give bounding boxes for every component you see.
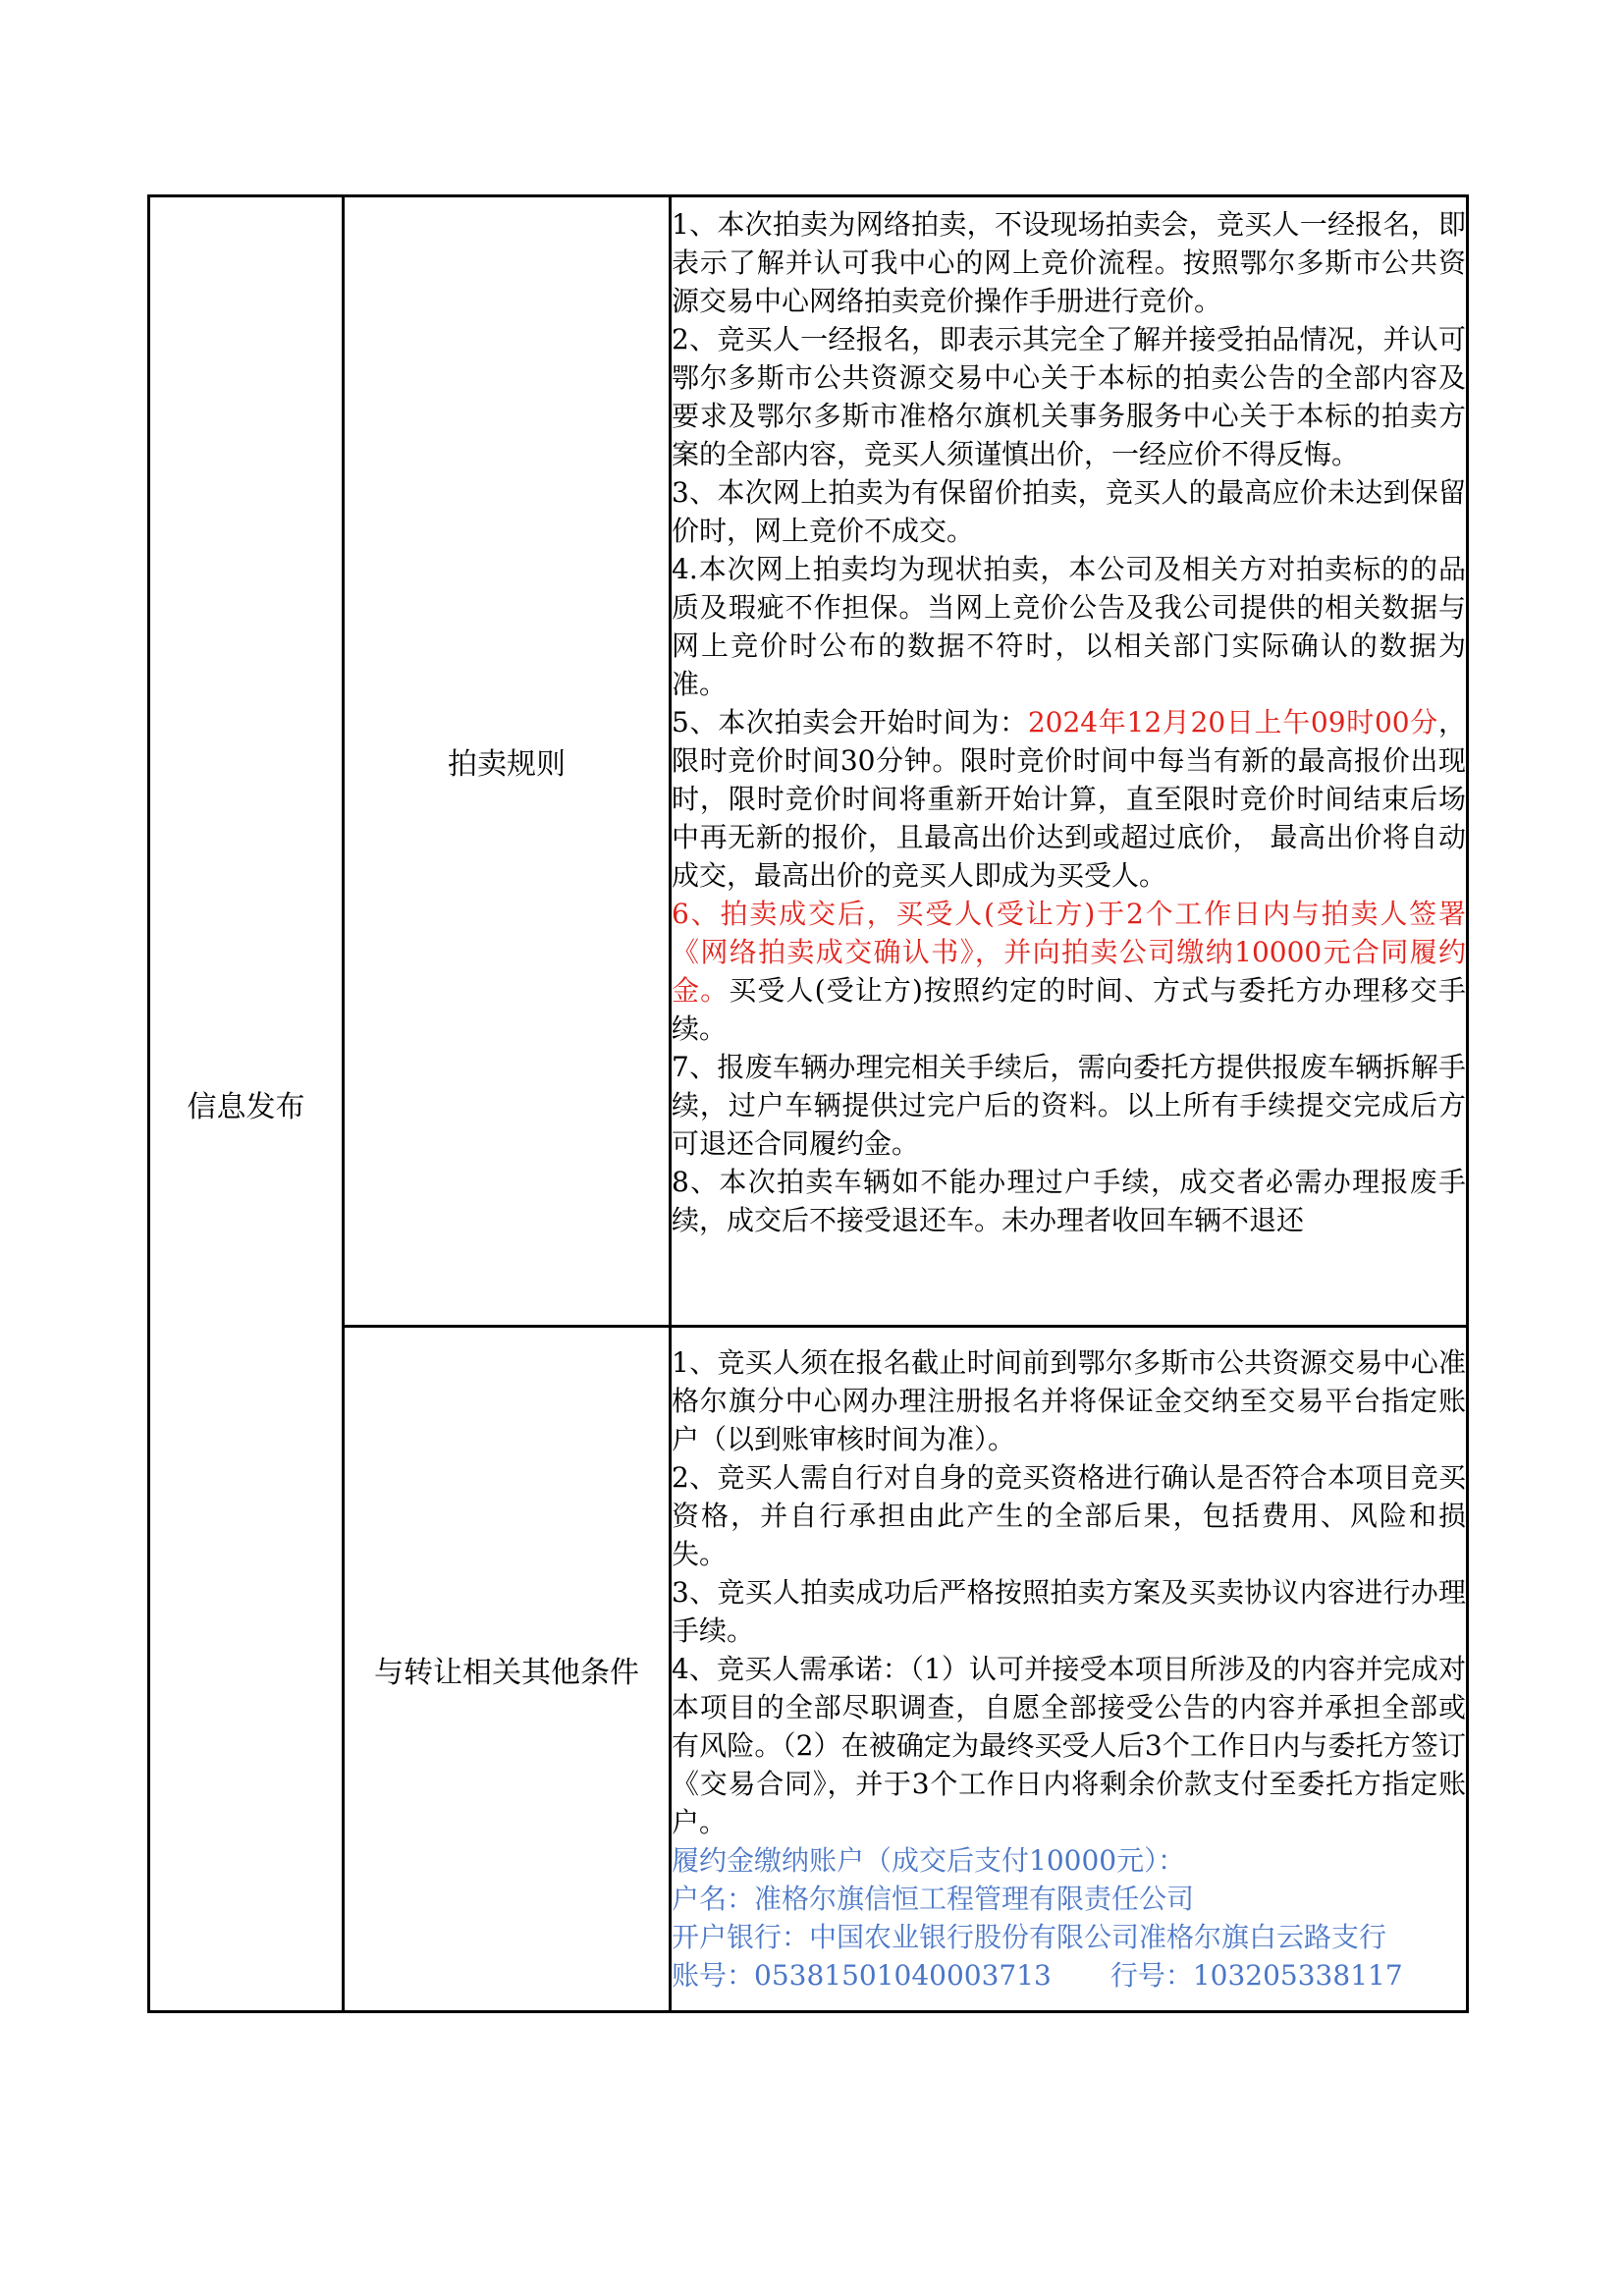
rules-label: 拍卖规则 xyxy=(344,196,671,1327)
bank-number: 行号：103205338117 xyxy=(1109,1959,1403,1992)
condition-item-1: 1、竞买人须在报名截止时间前到鄂尔多斯市公共资源交易中心准格尔旗分中心网办理注册报名并将保证金交纳至交易平台指定账户（以到账审核时间为准）。 xyxy=(672,1346,1466,1455)
rules-item-5-rest: ，限时竞价时间30分钟。限时竞价时间中每当有新的最高报价出现时，限时竞价时间将重新开始计算，直至限时竞价时间结束后场中再无新的报价，且最高出价达到或超过底价， 最高出价将自动成交，最高出价的竞买人即成为买受人。 xyxy=(672,706,1466,892)
account-numbers xyxy=(672,1956,1466,1995)
condition-item-3: 3、竞买人拍卖成功后严格按照拍卖方案及买卖协议内容进行办理手续。 xyxy=(672,1576,1466,1647)
table-row-other-conditions xyxy=(149,1327,1468,2012)
rules-item-6-rest: 买受人(受让方)按照约定的时间、方式与委托方办理移交手续。 xyxy=(672,974,1466,1045)
bank-name: 开户银行：中国农业银行股份有限公司准格尔旗白云路支行 xyxy=(672,1921,1387,1953)
rules-item-7: 7、报废车辆办理完相关手续后，需向委托方提供报废车辆拆解手续，过户车辆提供过完户后的资料。以上所有手续提交完成后方可退还合同履约金。 xyxy=(672,1051,1466,1160)
rules-item-6-highlight: 6、拍卖成交后，买受人(受让方)于2个工作日内与拍卖人签署《网络拍卖成交确认书》，并向拍卖公司缴纳10000元合同履约金。 xyxy=(672,898,1466,1007)
rules-item-6 xyxy=(672,895,1466,1048)
rules-content xyxy=(671,196,1468,1327)
rules-item-4: 4.本次网上拍卖均为现状拍卖，本公司及相关方对拍卖标的的品质及瑕疵不作担保。当网上竞价公告及我公司提供的相关数据与网上竞价时公布的数据不符时，以相关部门实际确认的数据为准。 xyxy=(672,553,1466,700)
rules-item-2: 2、竞买人一经报名，即表示其完全了解并接受拍品情况，并认可鄂尔多斯市公共资源交易中心关于本标的拍卖公告的全部内容及要求及鄂尔多斯市准格尔旗机关事务服务中心关于本标的拍卖方案的全部内容，竞买人须谨慎出价，一经应价不得反悔。 xyxy=(672,323,1466,470)
account-name: 户名：准格尔旗信恒工程管理有限责任公司 xyxy=(672,1883,1195,1915)
condition-item-2: 2、竞买人需自行对自身的竞买资格进行确认是否符合本项目竞买资格，并自行承担由此产生的全部后果，包括费用、风险和损失。 xyxy=(672,1461,1466,1570)
other-conditions-label: 与转让相关其他条件 xyxy=(344,1327,671,2012)
info-table xyxy=(147,194,1469,2013)
account-number: 账号：05381501040003713 xyxy=(672,1959,1052,1992)
condition-item-4: 4、竞买人需承诺：（1）认可并接受本项目所涉及的内容并完成对本项目的全部尽职调查，自愿全部接受公告的内容并承担全部或有风险。（2）在被确定为最终买受人后3个工作日内与委托方签订《交易合同》，并于3个工作日内将剩余价款支付至委托方指定账户。 xyxy=(672,1653,1466,1838)
rules-item-5-prefix: 5、本次拍卖会开始时间为： xyxy=(672,706,1028,738)
auction-start-time: 2024年12月20日上午09时00分 xyxy=(1027,706,1438,738)
rules-item-1: 1、本次拍卖为网络拍卖，不设现场拍卖会，竞买人一经报名，即表示了解并认可我中心的网上竞价流程。按照鄂尔多斯市公共资源交易中心网络拍卖竞价操作手册进行竞价。 xyxy=(672,208,1466,317)
other-conditions-content xyxy=(671,1327,1468,2012)
account-title: 履约金缴纳账户（成交后支付10000元）： xyxy=(672,1844,1186,1877)
table-row-rules xyxy=(149,196,1468,1327)
section-label: 信息发布 xyxy=(149,196,344,2012)
rules-item-3: 3、本次网上拍卖为有保留价拍卖，竞买人的最高应价未达到保留价时，网上竞价不成交。 xyxy=(672,476,1466,547)
rules-item-8: 8、本次拍卖车辆如不能办理过户手续，成交者必需办理报废手续，成交后不接受退还车。未办理者收回车辆不退还 xyxy=(672,1166,1466,1236)
rules-item-5 xyxy=(672,703,1466,895)
